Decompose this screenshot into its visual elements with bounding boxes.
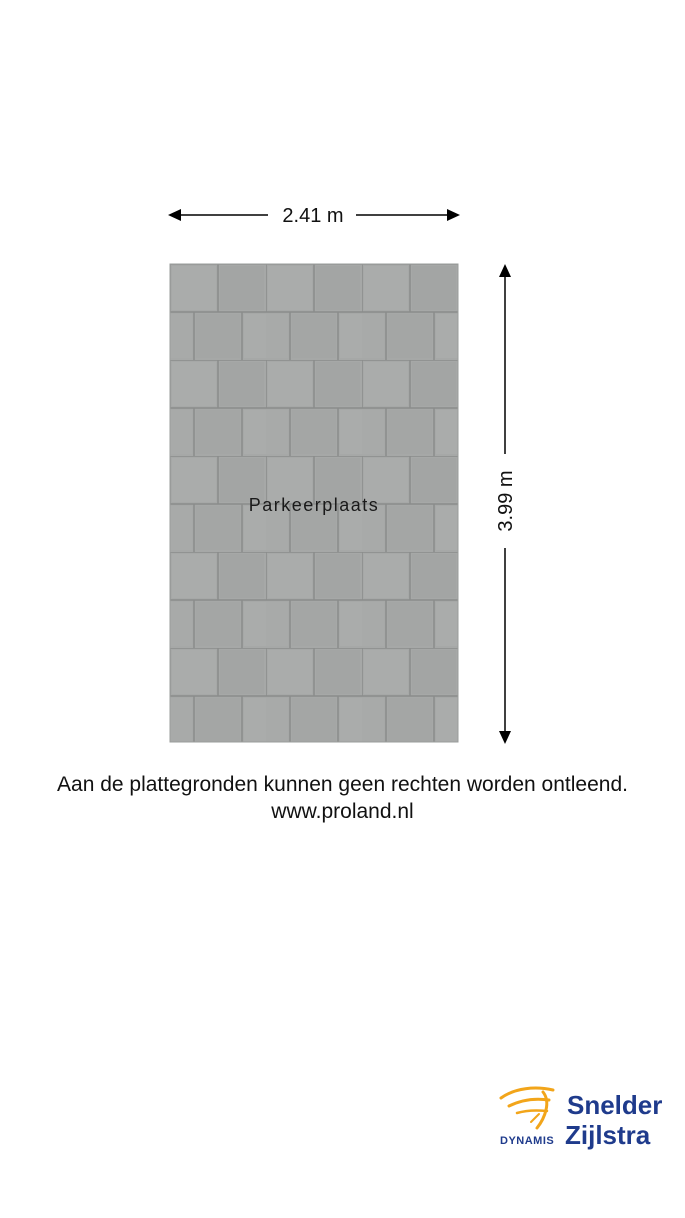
height-dimension-label: 3.99 m — [495, 470, 517, 532]
width-dimension-label: 2.41 m — [282, 205, 344, 227]
height-dimension — [495, 264, 517, 744]
arrow-left-icon — [168, 209, 181, 221]
arrow-right-icon — [447, 209, 460, 221]
disclaimer-text: Aan de plattegronden kunnen geen rechten worden ontleend. — [57, 773, 628, 796]
snelder-zijlstra-logo — [495, 1080, 675, 1160]
website-link[interactable]: www.proland.nl — [271, 800, 414, 823]
brand-name-line2: Zijlstra — [565, 1120, 651, 1150]
sub-brand-label: DYNAMIS — [500, 1135, 555, 1147]
brand-mark-icon — [501, 1088, 553, 1128]
room-label: Parkeerplaats — [248, 495, 380, 515]
brand-name-line1: Snelder — [567, 1090, 663, 1120]
arrow-down-icon — [499, 731, 511, 744]
arrow-up-icon — [499, 264, 511, 277]
width-dimension — [168, 205, 460, 227]
